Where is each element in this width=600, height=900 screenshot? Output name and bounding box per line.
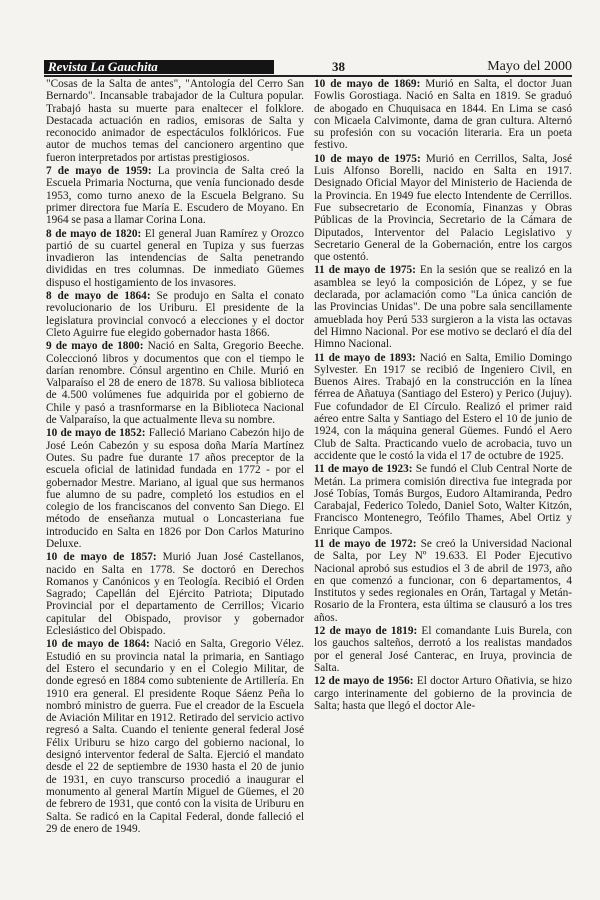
entry: 8 de mayo de 1864: Se produjo en Salta el conato revolucionario de los Uriburu. El presidente de la legislatura provincial convocó a elecciones y el doctor Cleto Aguirre fue elegido gobernador hasta 1866. [46,290,305,339]
entry: 10 de mayo de 1864: Nació en Salta, Gregorio Vélez. Estudió en su provincia natal la primaria, en Santiago del Estero el secundario y en el Colegio Militar, de donde egresó en 1884 como subteniente de Artillería. En 1910 era general. El presidente Roque Sáenz Peña lo nombró ministro de guerra. Fue el creador de la Escuela de Aviación Militar en 1912. Retirado del servicio activo regresó a Salta. Cuando el teniente general federal José Félix Uriburu se hizo cargo del gobierno nacional, lo designó interventor federal de Salta. Ejerció el mandato desde el 22 de septiembre de 1930 hasta el 20 de junio de 1931, en cuyo transcurso procedió a inaugurar el monumento al general Martín Miguel de Güemes, el 20 de febrero de 1931, que contó con la visita de Uriburu en Salta. Se radicó en la Capital Federal, donde falleció el 29 de enero de 1949. [46,638,305,835]
entry: 12 de mayo de 1956: El doctor Arturo Oñativia, se hizo cargo interinamente del gobierno de la provincia de Salta; hasta que llegó el doctor Ale- [314,675,572,712]
entry: 11 de mayo de 1975: En la sesión que se realizó en la asamblea se leyó la composición de López, y se fue declarada, por aclamación como "La única canción de las Provincias Unidas". De una pobre sala sencillamente amueblada hoy Perú 533 surgieron a la vista las octavas del Himno Nacional. Por ese motivo se declaró el día del Himno Nacional. [314,264,572,351]
entry: 11 de mayo de 1923: Se fundó el Club Central Norte de Metán. La primera comisión directiva fue integrada por José Tobías, Tomás Burgos, Eudoro Altamiranda, Pedro Carabajal, Federico Toledo, Daniel Soto, Walter Kitzón, Francisco Montenegro, Teófilo Thames, Abel Ortiz y Enrique Campos. [314,463,573,537]
entry: 8 de mayo de 1820: El general Juan Ramírez y Orozco partió de su cuartel general en Tupiza y sus fuerzas invadieron las intendencias de Salta penetrando divididas en tres columnas. De inmediato Güemes dispuso el hostigamiento de los invasores. [46,227,304,289]
entry: 11 de mayo de 1972: Se creó la Universidad Nacional de Salta, por Ley Nº 19.633. El Poder Ejecutivo Nacional aprobó sus estudios el 3 de abril de 1973, año en que comenzó a funcionar, con 6 departamentos, 4 Institutos y sedes regionales en Orán, Tartagal y Metán-Rosario de la Frontera, esta última se clausuró a los tres años. [314,537,572,624]
issue-date: Mayo del 2000 [487,59,572,74]
entry: 12 de mayo de 1819: El comandante Luis Burela, con los gauchos salteños, derrotó a los realistas mandados por el general José Canterac, en Iruya, provincia de Salta. [314,625,573,674]
page-number: 38 [332,59,345,74]
entry: 7 de mayo de 1959: La provincia de Salta creó la Escuela Primaria Nocturna, que venía funcionado desde 1953, como turno anexo de la Escuela Belgrano. Su primer directora fue María E. Escudero de Moyano. En 1964 se pasa a llamar Corina Lona. [46,165,305,227]
right-column [314,78,572,713]
page-header [44,60,572,77]
entry: 10 de mayo de 1852: Falleció Mariano Cabezón hijo de José León Cabezón y su esposa doña María Martínez Outes. Su padre fue durante 17 años preceptor de la escuela oficial de latinidad fundada en 1772 - por el gobernador Mestre. Mariano, al igual que sus hermanos fue alumno de su padre, completó los estudios en el colegio de los franciscanos del convento San Diego. El método de enseñanza mutual o Loncasteriana fue introducido en Salta en 1826 por Don Carlos Maturino Deluxe. [46,427,304,550]
left-column [46,78,304,836]
magazine-title: Revista La Gauchita [44,60,274,74]
entry: 10 de mayo de 1975: Murió en Cerrillos, Salta, José Luis Alfonso Borelli, nacido en Salta en 1917. Designado Oficial Mayor del Ministerio de Hacienda de la Provincia. En 1949 fue electo Intendente de Cerrillos. Fue subsecretario de Economía, Finanzas y Obras Públicas de la Provincia, Secretario de la Cámara de Diputados, Interventor del Palacio Legislativo y Secretario General de la Gobernación, entre los cargos que ostentó. [314,152,572,264]
entry: "Cosas de la Salta de antes", "Antología del Cerro San Bernardo". Incansable trabajador de la Cultura popular. Trabajó hasta su muerte para enaltecer el folklore. Destacada actuación en radios, emisoras de Salta y reconocido animador de espectáculos folklóricos. Fue autor de muchos temas del cancionero argentino que fueron interpretados por artistas prestigiosos. [46,78,304,164]
entry: 11 de mayo de 1893: Nació en Salta, Emilio Domingo Sylvester. En 1917 se recibió de Ingeniero Civil, en Buenos Aires. Trabajó en la construcción en la línea férrea de Añatuya (Santiago del Estero) y Perico (Jujuy). Fue cofundador de El Círculo. Realizó el primer raid aéreo entre Salta y Santiago del Estero el 10 de junio de 1924, con la máquina general Güemes. Fundó el Aero Club de Salta. Practicando vuelo de acrobacia, tuvo un accidente que le costó la vida el 17 de octubre de 1925. [314,351,573,462]
entry: 9 de mayo de 1800: Nació en Salta, Gregorio Beeche. Coleccionó libros y documentos que con el tiempo le darían renombre. Cónsul argentino en Chile. Murió en Valparaíso el 28 de enero de 1878. Su valiosa biblioteca de 4.500 volúmenes fue adquirida por el gobierno de Chile y pasó a trasnformarse en la Biblioteca Nacional de Valparaíso, la que actualmente lleva su nombre. [46,340,304,427]
entry: 10 de mayo de 1857: Murió Juan José Castellanos, nacido en Salta en 1778. Se doctoró en Derechos Romanos y Canónicos y en Teología. Recibió el Orden Sagrado; Capellán del Ejército Patriota; Diputado Provincial por el departamento de Cerrillos; Vicario capitular del Obispado, provisor y gobernador Eclesiástico del Obispado. [46,551,304,638]
entry: 10 de mayo de 1869: Murió en Salta, el doctor Juan Fowlis Gorostiaga. Nació en Salta en 1819. Se graduó de abogado en Chuquisaca en 1844. En Lima se casó con Micaela Calvimonte, dama de gran cultura. Alternó su profesión con su vocación literaria. Era un poeta festivo. [314,78,572,152]
